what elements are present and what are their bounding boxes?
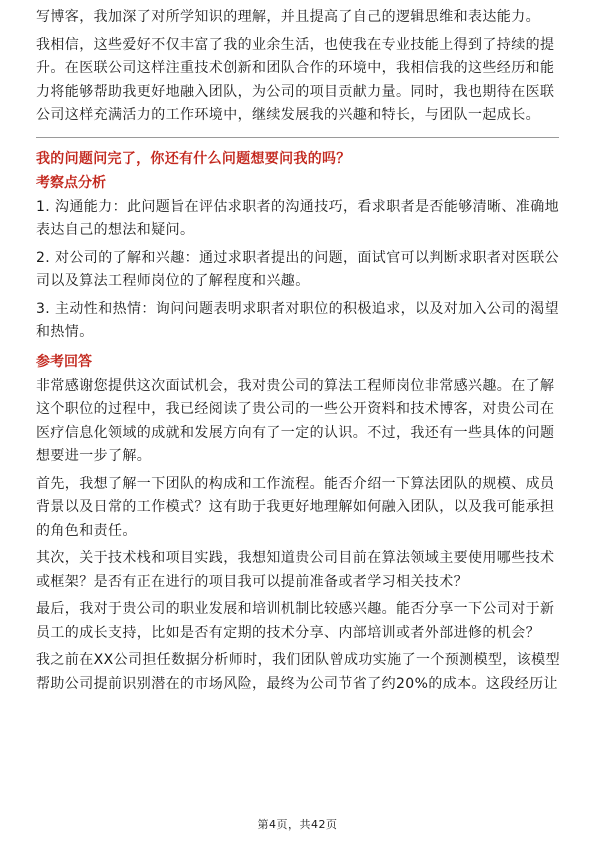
- text-line: 首先，我想了解一下团队的构成和工作流程。能否介绍一下算法团队的规模、成员: [36, 475, 555, 492]
- text-line: 我之前在XX公司担任数据分析师时，我们团队曾成功实施了一个预测模型，该模型: [36, 652, 560, 668]
- section-divider: [36, 137, 559, 138]
- text-line: 或框架？是否有正在进行的项目我可以提前准备或者学习相关技术？: [36, 573, 468, 590]
- text-line: 升。在医联公司这样注重技术创新和团队合作的环境中，我相信我的这些经历和能: [36, 60, 555, 76]
- text-line: 表达自己的想法和疑问。: [36, 222, 195, 238]
- analysis-item-3: [36, 298, 559, 345]
- text-line: 背景以及日常的工作模式？这有助于我更好地理解如何融入团队，以及我可能承担: [36, 499, 555, 515]
- text-line: 的角色和责任。: [36, 522, 137, 539]
- analysis-item-2: [36, 247, 559, 294]
- text-line: 这个职位的过程中，我已经阅读了贵公司的一些公开资料和技术博客，对贵公司在: [36, 401, 555, 417]
- text-line: 医疗信息化领域的成就和发展方向有了一定的认识。不过，我还有一些具体的问题: [36, 424, 555, 441]
- intro-paragraph-2: [36, 34, 559, 128]
- text-line: 司以及算法工程师岗位的了解程度和兴趣。: [36, 273, 310, 289]
- text-line: 其次，关于技术栈和项目实践，我想知道贵公司目前在算法领域主要使用哪些技术: [36, 550, 555, 566]
- answer-paragraph-3: [36, 547, 559, 594]
- page-number: 第4页，共42页: [257, 818, 338, 831]
- analysis-item-1: [36, 196, 559, 243]
- text-line: 公司这样充满活力的工作环境中，继续发展我的兴趣和特长，与团队一起成长。: [36, 107, 540, 123]
- text-line: 帮助公司提前识别潜在的市场风险，最终为公司节省了约20%的成本。这段经历让: [36, 675, 558, 692]
- question-heading: 我的问题问完了，你还有什么问题想要问我的吗？: [36, 150, 351, 167]
- answer-heading: 参考回答: [36, 353, 92, 370]
- text-line: 2. 对公司的了解和兴趣：通过求职者提出的问题，面试官可以判断求职者对医联公: [36, 249, 560, 266]
- answer-paragraph-1: [36, 375, 559, 469]
- page-content: [36, 6, 559, 700]
- text-line: 我相信，这些爱好不仅丰富了我的业余生活，也使我在专业技能上得到了持续的提: [36, 36, 555, 53]
- text-line: 力将能够帮助我更好地融入团队，为公司的项目贡献力量。同时，我也期待在医联: [36, 83, 555, 100]
- analysis-heading: 考察点分析: [36, 174, 106, 191]
- text-line: 和热情。: [36, 324, 94, 340]
- text-line: 3. 主动性和热情：询问问题表明求职者对职位的积极追求，以及对加入公司的渴望: [36, 300, 560, 317]
- answer-paragraph-2: [36, 473, 559, 544]
- text-line: 非常感谢您提供这次面试机会，我对贵公司的算法工程师岗位非常感兴趣。在了解: [36, 377, 555, 394]
- answer-paragraph-4: [36, 598, 559, 645]
- text-line: 想要进一步了解。: [36, 448, 152, 464]
- answer-paragraph-5: [36, 649, 559, 696]
- text-line: 1. 沟通能力：此问题旨在评估求职者的沟通技巧，看求职者是否能够清晰、准确地: [36, 198, 560, 215]
- text-line: 最后，我对于贵公司的职业发展和培训机制比较感兴趣。能否分享一下公司对于新: [36, 601, 555, 617]
- text-line: 写博客，我加深了对所学知识的理解，并且提高了自己的逻辑思维和表达能力。: [36, 9, 540, 25]
- intro-paragraph-1: [36, 6, 559, 30]
- text-line: 员工的成长支持，比如是否有定期的技术分享、内部培训或者外部进修的机会？: [36, 624, 540, 641]
